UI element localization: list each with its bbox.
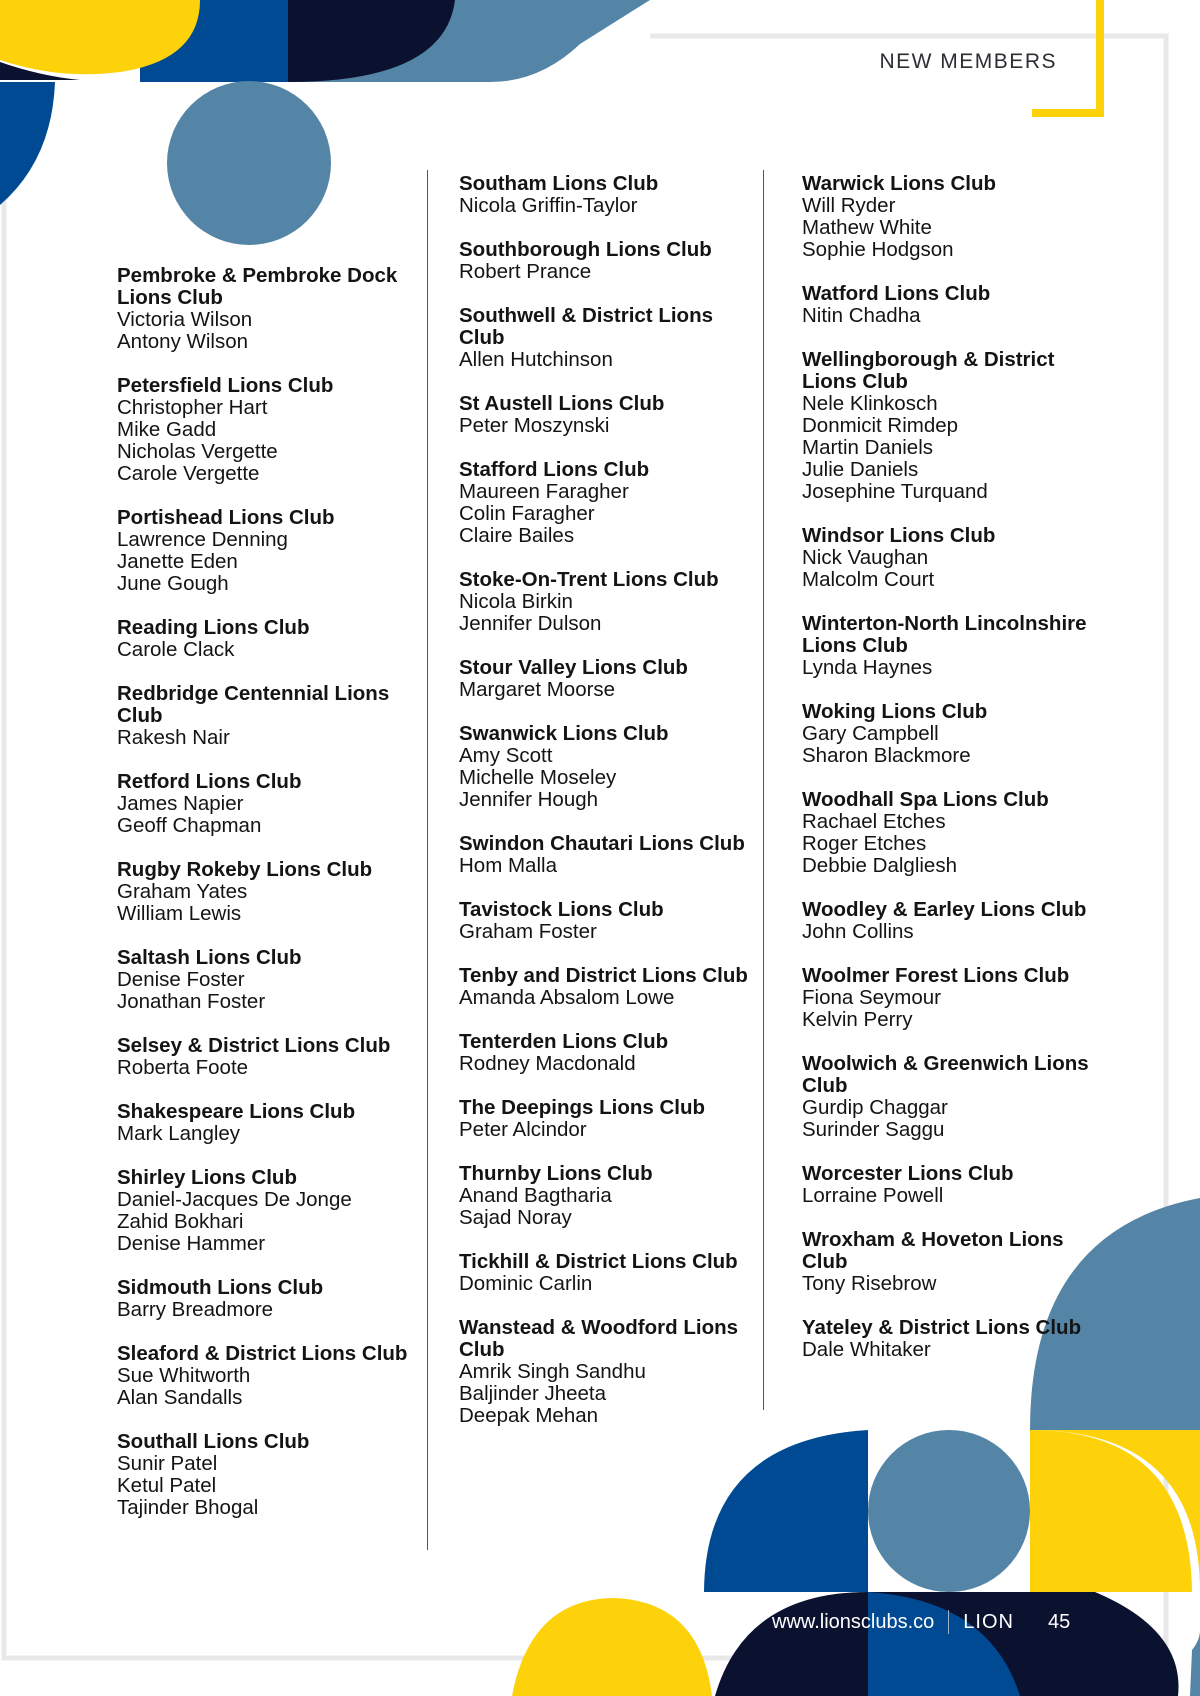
member-name: Rakesh Nair: [117, 726, 230, 749]
member-name: Rachael Etches: [802, 810, 946, 833]
club-entry: [459, 393, 764, 437]
club-entry: [459, 833, 764, 877]
member-name: Nitin Chadha: [802, 304, 921, 327]
club-name: Tavistock Lions Club: [459, 898, 664, 921]
steel-blue-circle-bottom: [868, 1430, 1030, 1592]
club-entry: [802, 1053, 1102, 1141]
club-name: Southwell & District Lions Club: [459, 304, 713, 349]
club-entry: [117, 507, 417, 595]
member-name: Will Ryder: [802, 194, 896, 217]
club-entry: [117, 947, 417, 1013]
member-name: Mathew White: [802, 216, 932, 239]
club-name: Portishead Lions Club: [117, 506, 335, 529]
club-entry: [802, 349, 1102, 503]
club-name: Swanwick Lions Club: [459, 722, 669, 745]
member-name: Christopher Hart: [117, 396, 268, 419]
club-entry: [459, 657, 764, 701]
member-name: Lynda Haynes: [802, 656, 933, 679]
member-name: Roberta Foote: [117, 1056, 249, 1079]
member-name: Surinder Saggu: [802, 1118, 945, 1141]
member-name: Colin Faragher: [459, 502, 595, 525]
club-name: Sidmouth Lions Club: [117, 1276, 324, 1299]
member-name: Amy Scott: [459, 744, 553, 767]
club-entry: [117, 1343, 417, 1409]
steel-blue-edge-sliver: [1190, 1630, 1200, 1696]
club-name: Reading Lions Club: [117, 616, 310, 639]
member-name: James Napier: [117, 792, 244, 815]
member-name: Graham Yates: [117, 880, 248, 903]
member-name: Gary Campbell: [802, 722, 939, 745]
member-name: Michelle Moseley: [459, 766, 617, 789]
member-column-1: [117, 265, 417, 1541]
club-name: Retford Lions Club: [117, 770, 302, 793]
member-name: Sajad Noray: [459, 1206, 572, 1229]
club-entry: [117, 1431, 417, 1519]
club-name: Watford Lions Club: [802, 282, 991, 305]
member-name: Denise Foster: [117, 968, 245, 991]
member-name: Nick Vaughan: [802, 546, 929, 569]
club-name: Woolwich & Greenwich Lions Club: [802, 1052, 1089, 1097]
member-name: Allen Hutchinson: [459, 348, 613, 371]
club-name: Tenby and District Lions Club: [459, 964, 748, 987]
club-name: Stour Valley Lions Club: [459, 656, 688, 679]
club-name: Warwick Lions Club: [802, 172, 997, 195]
club-entry: [802, 899, 1102, 943]
club-entry: [459, 459, 764, 547]
club-entry: [459, 305, 764, 371]
member-name: Daniel-Jacques De Jonge: [117, 1188, 352, 1211]
club-name: Woodley & Earley Lions Club: [802, 898, 1087, 921]
member-name: Gurdip Chaggar: [802, 1096, 948, 1119]
club-name: Selsey & District Lions Club: [117, 1034, 391, 1057]
member-name: Carole Vergette: [117, 462, 260, 485]
member-name: Barry Breadmore: [117, 1298, 274, 1321]
club-name: Pembroke & Pembroke Dock Lions Club: [117, 264, 398, 309]
club-name: Tickhill & District Lions Club: [459, 1250, 738, 1273]
club-entry: [459, 1163, 764, 1229]
member-name: Dominic Carlin: [459, 1272, 593, 1295]
club-name: Wellingborough & District Lions Club: [802, 348, 1055, 393]
club-name: Southall Lions Club: [117, 1430, 310, 1453]
page-number: 45: [1047, 1610, 1071, 1633]
member-name: Lorraine Powell: [802, 1184, 944, 1207]
member-name: Nicola Griffin-Taylor: [459, 194, 638, 217]
club-name: Winterton-North Lincolnshire Lions Club: [802, 612, 1087, 657]
member-name: June Gough: [117, 572, 229, 595]
club-name: Petersfield Lions Club: [117, 374, 334, 397]
member-name: Zahid Bokhari: [117, 1210, 244, 1233]
member-name: Carole Clack: [117, 638, 235, 661]
member-name: Alan Sandalls: [117, 1386, 243, 1409]
club-name: Stoke-On-Trent Lions Club: [459, 568, 719, 591]
club-name: Saltash Lions Club: [117, 946, 302, 969]
member-column-2: [459, 173, 764, 1449]
club-name: The Deepings Lions Club: [459, 1096, 706, 1119]
member-name: Maureen Faragher: [459, 480, 629, 503]
member-name: Lawrence Denning: [117, 528, 288, 551]
club-name: Rugby Rokeby Lions Club: [117, 858, 373, 881]
member-name: Peter Moszynski: [459, 414, 610, 437]
club-entry: [802, 613, 1102, 679]
member-name: Deepak Mehan: [459, 1404, 599, 1427]
club-name: Yateley & District Lions Club: [802, 1316, 1082, 1339]
member-name: Claire Bailes: [459, 524, 575, 547]
member-name: Jennifer Dulson: [459, 612, 602, 635]
member-name: Antony Wilson: [117, 330, 249, 353]
member-name: Sue Whitworth: [117, 1364, 251, 1387]
member-name: Roger Etches: [802, 832, 927, 855]
member-name: Graham Foster: [459, 920, 597, 943]
club-entry: [802, 789, 1102, 877]
member-name: Amrik Singh Sandhu: [459, 1360, 646, 1383]
club-name: Woodhall Spa Lions Club: [802, 788, 1049, 811]
member-name: Tony Risebrow: [802, 1272, 937, 1295]
member-name: Janette Eden: [117, 550, 238, 573]
footer-divider: [948, 1610, 949, 1634]
club-entry: [802, 283, 1102, 327]
royal-blue-left-arc: [0, 82, 55, 205]
club-name: Windsor Lions Club: [802, 524, 996, 547]
steel-blue-circle-top: [167, 81, 331, 245]
club-name: Tenterden Lions Club: [459, 1030, 669, 1053]
member-name: William Lewis: [117, 902, 242, 925]
member-name: Nicola Birkin: [459, 590, 573, 613]
member-name: Robert Prance: [459, 260, 592, 283]
club-entry: [459, 899, 764, 943]
club-entry: [459, 239, 764, 283]
club-entry: [802, 525, 1102, 591]
club-name: Redbridge Centennial Lions Club: [117, 682, 390, 727]
club-name: Wroxham & Hoveton Lions Club: [802, 1228, 1064, 1273]
club-entry: [117, 1167, 417, 1255]
club-name: St Austell Lions Club: [459, 392, 665, 415]
royal-blue-quarter-arc: [704, 1430, 868, 1592]
club-name: Southam Lions Club: [459, 172, 659, 195]
member-name: Rodney Macdonald: [459, 1052, 636, 1075]
member-name: Geoff Chapman: [117, 814, 262, 837]
member-name: Josephine Turquand: [802, 480, 988, 503]
member-name: Baljinder Jheeta: [459, 1382, 607, 1405]
yellow-bottom-dome: [512, 1598, 712, 1696]
club-name: Worcester Lions Club: [802, 1162, 1014, 1185]
member-name: Denise Hammer: [117, 1232, 266, 1255]
club-name: Shirley Lions Club: [117, 1166, 297, 1189]
club-entry: [459, 1031, 764, 1075]
member-name: Martin Daniels: [802, 436, 934, 459]
club-entry: [117, 1101, 417, 1145]
club-name: Thurnby Lions Club: [459, 1162, 653, 1185]
club-entry: [117, 617, 417, 661]
member-name: Victoria Wilson: [117, 308, 253, 331]
club-entry: [802, 701, 1102, 767]
member-name: Mark Langley: [117, 1122, 241, 1145]
club-entry: [459, 1317, 764, 1427]
club-entry: [117, 1277, 417, 1321]
member-name: Nicholas Vergette: [117, 440, 278, 463]
club-name: Shakespeare Lions Club: [117, 1100, 356, 1123]
member-name: Amanda Absalom Lowe: [459, 986, 675, 1009]
page-footer: [772, 1610, 1070, 1634]
member-name: Tajinder Bhogal: [117, 1496, 259, 1519]
club-entry: [802, 173, 1102, 261]
column-divider-1: [427, 170, 428, 1550]
club-name: Stafford Lions Club: [459, 458, 650, 481]
member-name: Malcolm Court: [802, 568, 935, 591]
member-name: Jonathan Foster: [117, 990, 266, 1013]
member-name: Anand Bagtharia: [459, 1184, 612, 1207]
club-entry: [459, 1251, 764, 1295]
member-name: Donmicit Rimdep: [802, 414, 959, 437]
member-name: Jennifer Hough: [459, 788, 599, 811]
member-name: Sunir Patel: [117, 1452, 218, 1475]
club-name: Sleaford & District Lions Club: [117, 1342, 408, 1365]
club-entry: [802, 1229, 1102, 1295]
club-name: Woolmer Forest Lions Club: [802, 964, 1070, 987]
member-name: Sharon Blackmore: [802, 744, 971, 767]
club-entry: [117, 771, 417, 837]
member-name: Dale Whitaker: [802, 1338, 931, 1361]
club-name: Wanstead & Woodford Lions Club: [459, 1316, 739, 1361]
club-entry: [459, 173, 764, 217]
member-name: Ketul Patel: [117, 1474, 217, 1497]
member-name: Nele Klinkosch: [802, 392, 938, 415]
member-name: Margaret Moorse: [459, 678, 616, 701]
club-entry: [117, 859, 417, 925]
member-name: Kelvin Perry: [802, 1008, 913, 1031]
club-entry: [459, 1097, 764, 1141]
footer-url[interactable]: www.lionsclubs.co: [772, 1610, 935, 1633]
member-name: Debbie Dalgliesh: [802, 854, 957, 877]
section-title: NEW MEMBERS: [879, 50, 1057, 73]
club-entry: [802, 1163, 1102, 1207]
member-name: Mike Gadd: [117, 418, 217, 441]
club-name: Woking Lions Club: [802, 700, 988, 723]
club-entry: [459, 723, 764, 811]
member-name: Julie Daniels: [802, 458, 919, 481]
club-entry: [459, 965, 764, 1009]
club-entry: [117, 1035, 417, 1079]
member-name: Peter Alcindor: [459, 1118, 587, 1141]
club-name: Southborough Lions Club: [459, 238, 712, 261]
member-name: John Collins: [802, 920, 914, 943]
club-entry: [117, 265, 417, 353]
member-column-3: [802, 173, 1102, 1383]
club-entry: [459, 569, 764, 635]
club-entry: [117, 375, 417, 485]
club-entry: [802, 965, 1102, 1031]
club-entry: [117, 683, 417, 749]
member-name: Fiona Seymour: [802, 986, 942, 1009]
footer-magazine-name: LION: [963, 1610, 1014, 1633]
member-name: Hom Malla: [459, 854, 557, 877]
club-name: Swindon Chautari Lions Club: [459, 832, 745, 855]
member-name: Sophie Hodgson: [802, 238, 954, 261]
club-entry: [802, 1317, 1102, 1361]
